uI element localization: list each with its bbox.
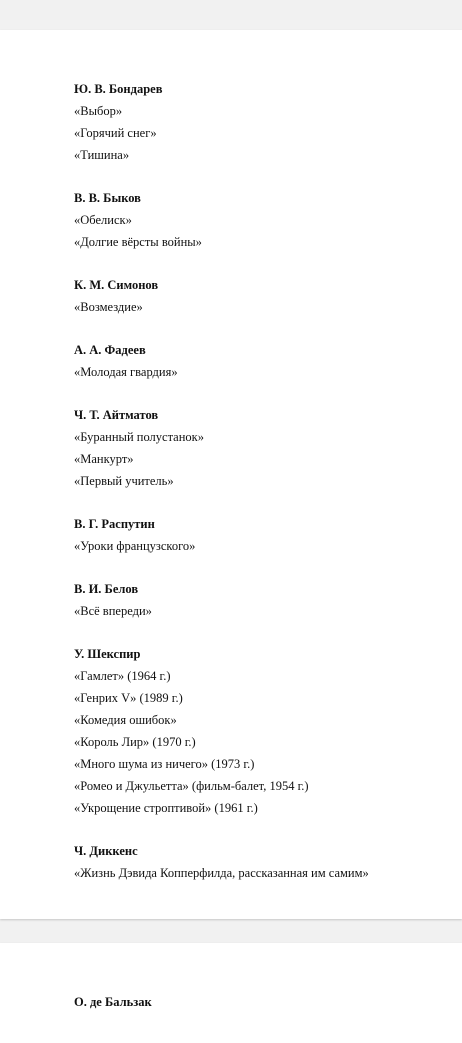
work-title: «Первый учитель» [74, 474, 174, 488]
work-title: «Молодая гвардия» [74, 365, 178, 379]
author-block [74, 404, 452, 492]
work-title: «Укрощение строптивой» (1961 г.) [74, 801, 258, 815]
author-block [74, 840, 452, 884]
author-name: У. Шекспир [74, 647, 141, 661]
work-title: «Жизнь Дэвида Копперфилда, рассказанная им самим» [74, 866, 369, 880]
work-title: «Генрих V» (1989 г.) [74, 691, 183, 705]
work-title: «Много шума из ничего» (1973 г.) [74, 757, 255, 771]
work-title: «Ромео и Джульетта» (фильм-балет, 1954 г.) [74, 779, 309, 793]
work-title: «Долгие вёрсты войны» [74, 235, 202, 249]
work-title: «Возмездие» [74, 300, 143, 314]
author-name: Ч. Т. Айтматов [74, 408, 159, 422]
author-block [74, 991, 452, 1013]
author-name: К. М. Симонов [74, 278, 159, 292]
author-name: А. А. Фадеев [74, 343, 146, 357]
author-name: В. В. Быков [74, 191, 141, 205]
author-block [74, 274, 452, 318]
author-name: О. де Бальзак [74, 995, 152, 1009]
author-block [74, 513, 452, 557]
work-title: «Горячий снег» [74, 126, 157, 140]
work-title: «Гамлет» (1964 г.) [74, 669, 171, 683]
author-block [74, 187, 452, 253]
author-name: В. Г. Распутин [74, 517, 155, 531]
author-block [74, 339, 452, 383]
work-title: «Комедия ошибок» [74, 713, 177, 727]
author-block [74, 578, 452, 622]
work-title: «Обелиск» [74, 213, 132, 227]
work-title: «Выбор» [74, 104, 123, 118]
work-title: «Король Лир» (1970 г.) [74, 735, 196, 749]
work-title: «Всё впереди» [74, 604, 152, 618]
work-title: «Уроки французского» [74, 539, 196, 553]
author-name: В. И. Белов [74, 582, 139, 596]
work-title: «Буранный полустанок» [74, 430, 204, 444]
document-page-1 [0, 30, 462, 919]
author-name: Ч. Диккенс [74, 844, 138, 858]
document-page-2 [0, 943, 462, 1043]
author-name: Ю. В. Бондарев [74, 82, 163, 96]
work-title: «Тишина» [74, 148, 130, 162]
author-block [74, 643, 452, 819]
work-title: «Манкурт» [74, 452, 134, 466]
page-1-content [74, 78, 452, 905]
author-block [74, 78, 452, 166]
page-2-content [74, 991, 452, 1034]
